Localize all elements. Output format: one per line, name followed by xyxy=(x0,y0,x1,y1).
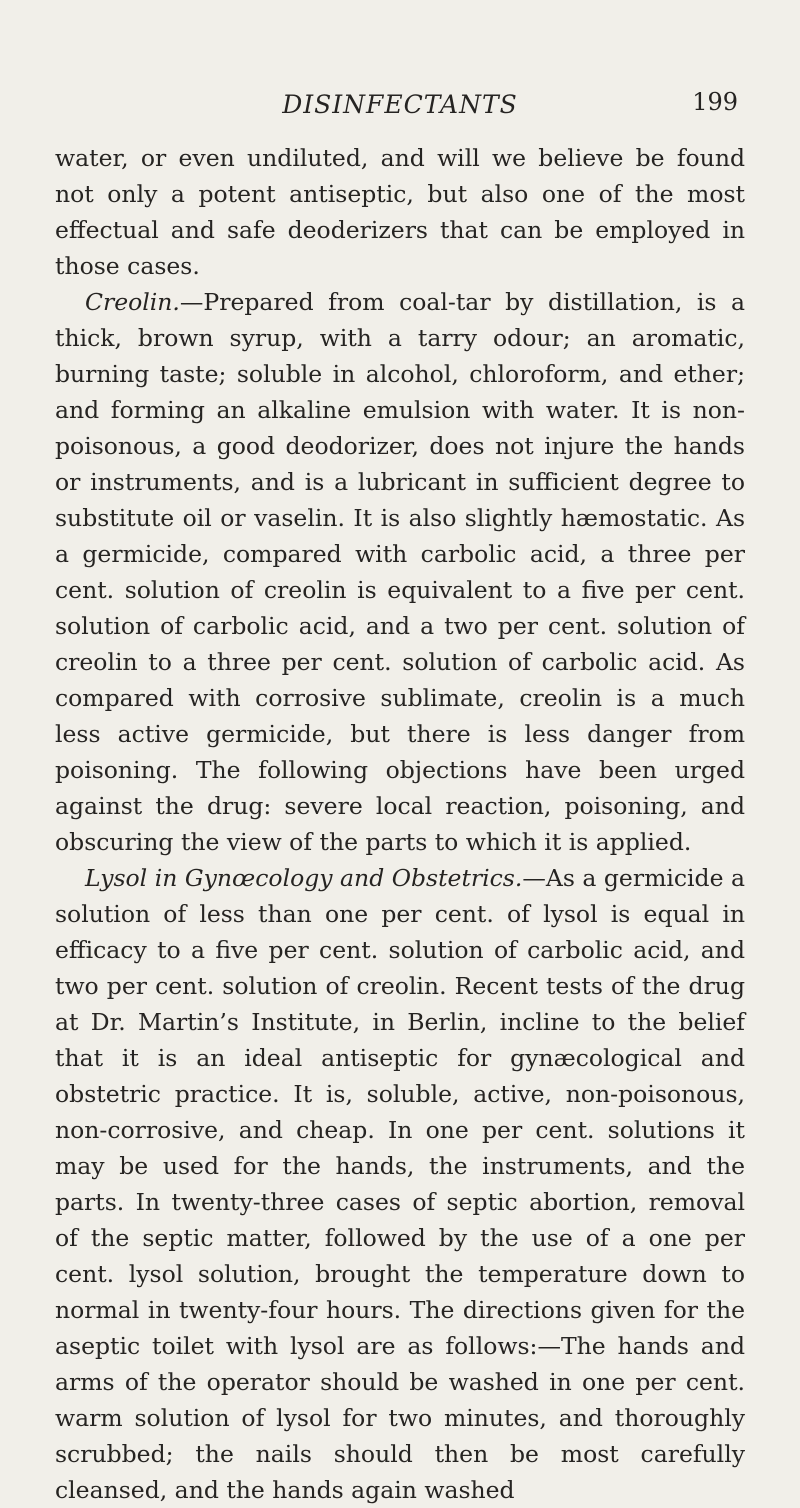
paragraph-creolin xyxy=(55,284,745,860)
creolin-heading: Creolin. xyxy=(85,288,180,316)
paragraph-continuation: water, or even undiluted, and will we believe be found not only a potent antiseptic, but also one of the most effectual and safe deoderizers that can be employed in those cases. xyxy=(55,144,745,280)
creolin-text: —Prepared from coal-tar by distillation, is a thick, brown syrup, with a tarry odour; an aromatic, burning taste; soluble in alcohol, chloroform, and ether; and forming an alkaline emulsion with water. It is non-poisonous, a good deodorizer, does not injure the hands or instruments, and is a lubricant in sufficient degree to substitute oil or vaselin. It is also slightly hæmostatic. As a germicide, compared with carbolic acid, a three per cent. solution of creolin is equivalent to a five per cent. solution of carbolic acid, and a two per cent. solution of creolin to a three per cent. solution of carbolic acid. As compared with corrosive sublimate, creolin is a much less active germicide, but there is less danger from poisoning. The following objections have been urged against the drug: severe local reaction, poisoning, and obscuring the view of the parts to which it is applied. xyxy=(55,288,745,856)
body-text xyxy=(55,140,745,1508)
running-head xyxy=(0,90,800,130)
page-number: 199 xyxy=(692,88,738,116)
running-title: DISINFECTANTS xyxy=(282,90,518,119)
lysol-text: —As a germicide a solution of less than one per cent. of lysol is equal in efficacy to a five per cent. solution of carbolic acid, and two per cent. solution of creolin. Recent tests of the drug at Dr. Martin’s Institute, in Berlin, incline to the belief that it is an ideal antiseptic for gynæcological and obstetric practice. It is, soluble, active, non-poisonous, non-corrosive, and cheap. In one per cent. solutions it may be used for the hands, the instruments, and the parts. In twenty-three cases of septic abortion, removal of the septic matter, followed by the use of a one per cent. lysol solution, brought the temperature down to normal in twenty-four hours. The directions given for the aseptic toilet with lysol are as follows:—The hands and arms of the operator should be washed in one per cent. warm solution of lysol for two minutes, and thoroughly scrubbed; the nails should then be most carefully cleansed, and the hands again washed xyxy=(55,864,745,1504)
lysol-heading: Lysol in Gynœcology and Obstetrics. xyxy=(85,864,523,892)
paragraph-lysol xyxy=(55,860,745,1508)
